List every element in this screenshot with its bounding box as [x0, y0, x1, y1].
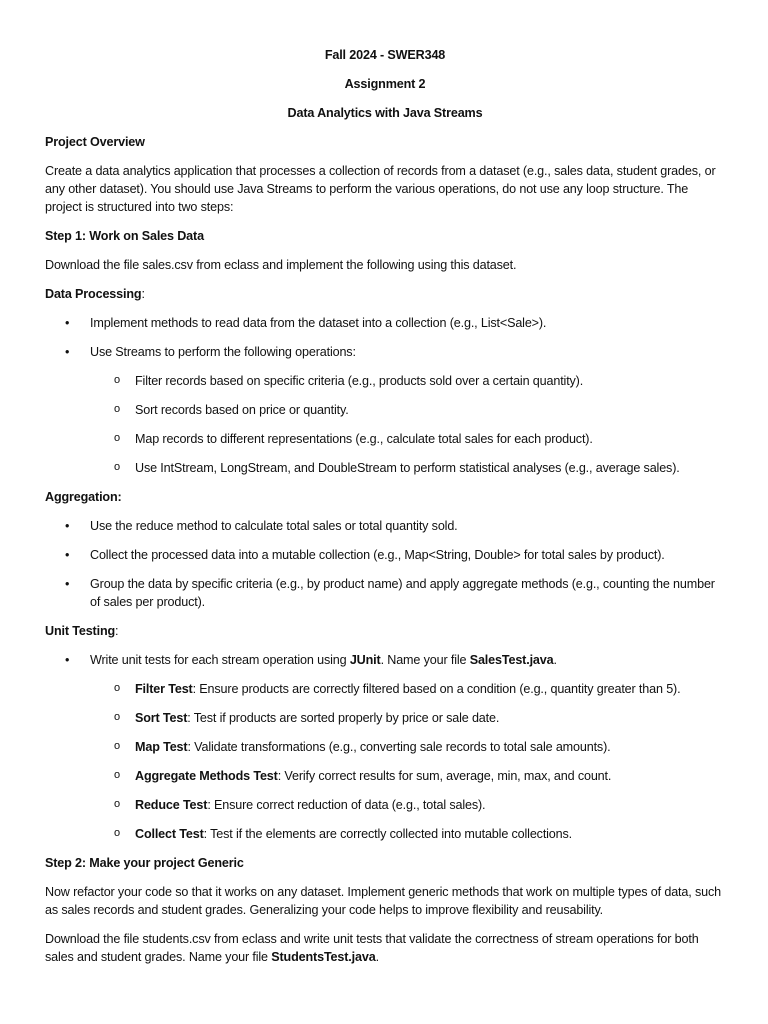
step1-heading: Step 1: Work on Sales Data	[45, 229, 204, 243]
unit-tests-sublist	[45, 680, 725, 843]
list-item	[45, 343, 725, 361]
sublist-item	[90, 796, 725, 814]
list-item: • Implement methods to read data from the dataset into a collection (e.g., List<Sale>).	[45, 314, 725, 332]
assignment-line: Assignment 2	[344, 77, 426, 91]
sublist-item: o Sort records based on price or quantity.	[90, 401, 725, 419]
data-processing-colon: :	[141, 287, 145, 301]
sublist-item	[90, 709, 725, 727]
junit-label: JUnit	[349, 653, 381, 667]
course-line: Fall 2024 - SWER348	[324, 48, 446, 62]
overview-heading: Project Overview	[45, 135, 145, 149]
document-page	[45, 46, 725, 977]
list-item-text: Write unit tests for each stream operation using	[90, 653, 350, 667]
data-processing-label: Data Processing	[45, 287, 142, 301]
step2-paragraph-2	[45, 930, 725, 966]
sublist-item	[90, 825, 725, 843]
step2-paragraph-end: .	[375, 950, 379, 964]
students-test-filename: StudentsTest.java	[271, 950, 376, 964]
list-item: • Collect the processed data into a mutable collection (e.g., Map<String, Double> for total sales by product).	[45, 546, 725, 564]
list-item-text: .	[553, 653, 557, 667]
test-description: : Verify correct results for sum, average, min, max, and count.	[277, 769, 612, 783]
unit-testing-heading	[45, 622, 725, 640]
list-item: • Use the reduce method to calculate total sales or total quantity sold.	[45, 517, 725, 535]
unit-testing-label: Unit Testing	[45, 624, 116, 638]
sublist-item	[90, 738, 725, 756]
list-item-text: . Name your file	[380, 653, 470, 667]
step1-paragraph: Download the file sales.csv from eclass and implement the following using this dataset.	[45, 258, 517, 272]
document-title: Data Analytics with Java Streams	[287, 106, 483, 120]
test-description: : Ensure products are correctly filtered based on a condition (e.g., quantity greater than 5).	[192, 682, 681, 696]
sublist-item: o Map records to different representations (e.g., calculate total sales for each product).	[90, 430, 725, 448]
data-processing-list	[45, 314, 725, 361]
step2-paragraph-1: Now refactor your code so that it works on any dataset. Implement generic methods that work on multiple types of data, such as sales records and student grades. Generalizing your code helps to improve flexibility and reusability.	[45, 885, 721, 917]
test-name: Collect Test	[135, 827, 204, 841]
aggregation-heading: Aggregation:	[45, 490, 122, 504]
data-processing-heading	[45, 285, 725, 303]
test-name: Map Test	[135, 740, 188, 754]
list-item-text: Use Streams to perform the following operations:	[90, 345, 356, 359]
test-name: Reduce Test	[135, 798, 208, 812]
unit-testing-list	[45, 651, 725, 669]
stream-operations-sublist	[45, 372, 725, 477]
list-item	[45, 651, 725, 669]
test-name: Sort Test	[135, 711, 188, 725]
test-description: : Test if the elements are correctly collected into mutable collections.	[203, 827, 573, 841]
sublist-item	[90, 767, 725, 785]
sales-test-filename: SalesTest.java	[469, 653, 554, 667]
test-name: Aggregate Methods Test	[135, 769, 278, 783]
test-name: Filter Test	[135, 682, 193, 696]
test-description: : Ensure correct reduction of data (e.g., total sales).	[207, 798, 486, 812]
test-description: : Validate transformations (e.g., converting sale records to total sale amounts).	[187, 740, 611, 754]
overview-paragraph: Create a data analytics application that processes a collection of records from a dataset (e.g., sales data, student grades, or any other dataset). You should use Java Streams to perform the various operations, do not use any loop structure. The project is structured into two steps:	[45, 164, 716, 214]
sublist-item: o Use IntStream, LongStream, and DoubleStream to perform statistical analyses (e.g., average sales).	[90, 459, 725, 477]
sublist-item: o Filter records based on specific criteria (e.g., products sold over a certain quantity).	[90, 372, 725, 390]
aggregation-list	[45, 517, 725, 611]
list-item: • Group the data by specific criteria (e.g., by product name) and apply aggregate methods (e.g., counting the number of sales per product).	[45, 575, 725, 611]
test-description: : Test if products are sorted properly by price or sale date.	[187, 711, 500, 725]
step2-heading: Step 2: Make your project Generic	[45, 856, 244, 870]
step2-paragraph-text: Download the file students.csv from eclass and write unit tests that validate the correctness of stream operations for both sales and student grades. Name your file	[45, 932, 699, 964]
unit-testing-colon: :	[115, 624, 119, 638]
sublist-item	[90, 680, 725, 698]
